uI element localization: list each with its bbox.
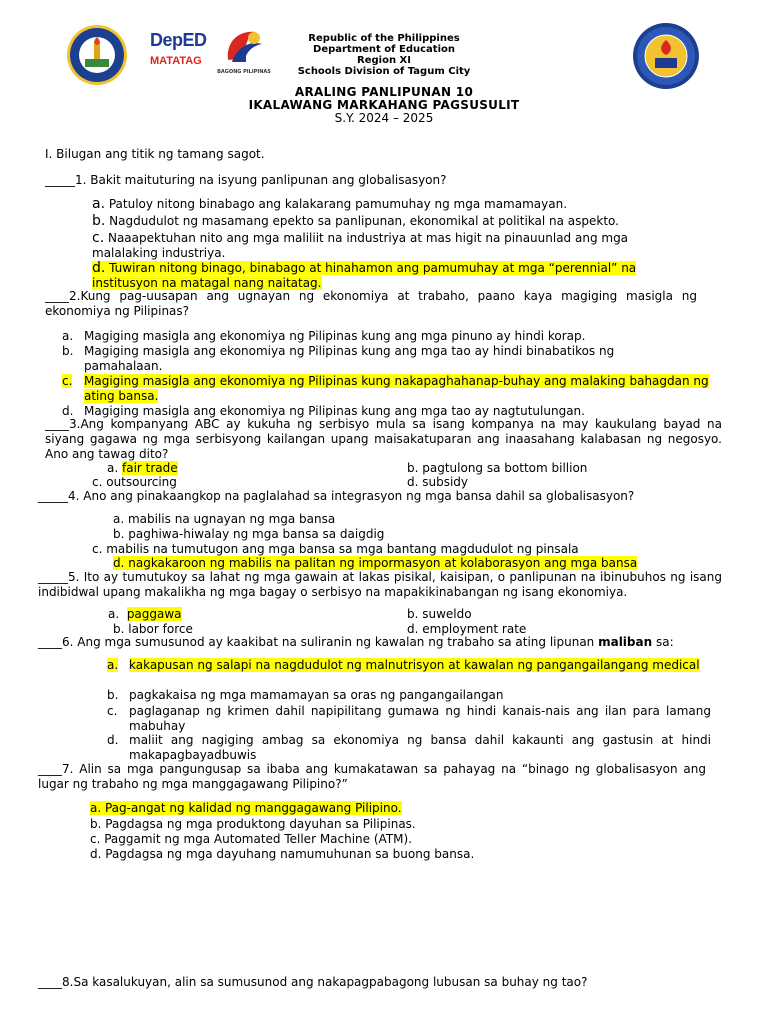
deped-logo-text: DepED [150,30,207,50]
q2-b-letter: b. [62,344,74,358]
q4-option-a: a. mabilis na ugnayan ng mga bansa [113,512,336,526]
q1-d-letter: d. [92,260,106,276]
q1-option-a [92,197,567,211]
q6-a-letter [107,658,118,672]
q8-stem: ____8.Sa kasalukuyan, alin sa sumusunod ang nakapagpabagong lubusan sa buhay ng tao? [38,975,588,989]
q3-option-a [107,461,178,475]
q2-d-letter: d. [62,404,74,418]
q5-a-text: paggawa [126,607,182,621]
q6-stem [38,635,674,649]
q2-c-text: Magiging masigla ang ekonomiya ng Pilipinas kung nakapaghahanap-buhay ang malaking bahagdan ng ating bansa. [84,374,709,403]
school-year: S.Y. 2024 – 2025 [334,111,434,125]
q5-option-a [108,607,182,621]
q2-a-letter: a. [62,329,74,343]
q6-a-letter-mark: a. [107,658,119,672]
q6-b-text: pagkakaisa ng mga mamamayan sa oras ng pangangailangan [129,688,504,702]
q3-a-text: fair trade [122,461,178,475]
q7-option-b: b. Pagdagsa ng mga produktong dayuhan sa Pilipinas. [90,817,416,831]
q3-option-d: d. subsidy [407,475,469,489]
q5-option-d: d. employment rate [407,622,527,636]
q7-option-a-wrap [90,801,402,815]
exam-title: IKALAWANG MARKAHANG PAGSUSULIT [248,98,520,112]
q1-stem: _____1. Bakit maituturing na isyung panlipunan ang globalisasyon? [45,173,447,187]
q6-stem-bold: maliban [598,635,653,649]
school-seal [632,22,700,90]
q4-stem: _____4. Ano ang pinakaangkop na paglalahad sa integrasyon ng mga bansa dahil sa globalisasyon? [38,489,635,503]
q6-d-text: maliit ang nagiging ambag sa ekonomiya ng bansa dahil kakaunti ang gastusin at hindi makapagbayadbuwis [129,733,711,762]
q2-a-text: Magiging masigla ang ekonomiya ng Pilipinas kung ang mga pinuno ay hindi korap. [84,329,586,343]
q4-option-d-wrap [113,556,637,570]
bagong-pilipinas-text: BAGONG PILIPINAS [217,69,271,75]
q7-option-d: d. Pagdagsa ng mga dayuhang namumuhunan sa buong bansa. [90,847,475,861]
q6-c-letter: c. [107,704,118,718]
q2-stem: ____2.Kung pag-uusapan ang ugnayan ng ekonomiya at trabaho, paano kaya magiging masigla ng ekonomiya ng Pilipinas? [45,289,697,318]
q1-b-text: Nagdudulot ng masamang epekto sa panlipunan, ekonomikal at politikal na aspekto. [105,214,619,228]
header-line-region: Region XI [357,55,411,66]
q2-c-letter-mark: c. [62,374,73,388]
q4-option-b: b. paghiwa-hiwalay ng mga bansa sa daigdig [113,527,385,541]
q1-c-text: Naaapektuhan nito ang mga maliliit na industriya at mas higit na pinauunlad ang mga malalaking industriya. [92,231,629,260]
header-line-deped: Department of Education [313,44,455,55]
q1-b-letter: b. [92,213,106,229]
q5-option-c: b. labor force [113,622,193,636]
q5-stem: _____5. Ito ay tumutukoy sa lahat ng mga gawain at lakas pisikal, kaisipan, o panlipunan na ibinubuhos ng isang indibidwal upang makalikha ng mga bagay o serbisyo na mapakikinabangan ng isang ekonomiya. [38,570,722,599]
q1-option-d [92,261,682,291]
header-line-division: Schools Division of Tagum City [297,66,471,77]
matatag-text: MATATAG [150,55,202,67]
q7-stem: ____7. Alin sa mga pangungusap sa ibaba ang kumakatawan sa pahayag na “binago ng globalisasyon ang lugar ng trabaho ng mga manggagawang Pilipino?” [38,762,706,791]
q6-a-text: kakapusan ng salapi na nagdudulot ng malnutrisyon at kawalan ng pangangailangang medical [129,658,700,672]
q6-a-text-wrap [129,658,711,673]
q5-option-b: b. suweldo [407,607,472,621]
q3-stem: ____3.Ang kompanyang ABC ay kukuha ng serbisyo mula sa isang kompanya na may kaukulang bayad na siyang gagawa ng mga serbisyong kailangan upang maisakatuparan ang inaasahang kalabasan ng negosyo. Ano ang tawag dito? [45,417,722,461]
q1-option-c [92,231,682,261]
header-line-republic: Republic of the Philippines [308,33,460,44]
q2-d-text: Magiging masigla ang ekonomiya ng Pilipinas kung ang mga tao ay nagtutulungan. [84,404,585,418]
q2-b-text: Magiging masigla ang ekonomiya ng Pilipinas kung ang mga tao ay hindi binabatikos ng pamahalaan. [84,344,615,373]
q7-option-c: c. Paggamit ng mga Automated Teller Machine (ATM). [90,832,413,846]
q1-a-text: Patuloy nitong binabago ang kalakarang pamumuhay ng mga mamamayan. [105,197,568,211]
q3-option-b: b. pagtulong sa bottom billion [407,461,588,475]
q3-option-c: c. outsourcing [92,475,177,489]
q6-stem-pre: ____6. Ang mga sumusunod ay kaakibat na suliranin ng kawalan ng trabaho sa ating lipunan [38,635,599,649]
q6-d-letter: d. [107,733,119,747]
q6-c-text: paglaganap ng krimen dahil napipilitang gumawa ng hindi kanais-nais ang ilan para lamang mabuhay [129,704,711,733]
q4-option-c: c. mabilis na tumutugon ang mga bansa sa mga bantang magdudulot ng pinsala [92,542,579,556]
q1-d-text: Tuwiran nitong binago, binabago at hinahamon ang pamumuhay at mga “perennial” na institusyon na matagal nang naitatag. [92,261,637,290]
q2-c-letter [62,374,72,388]
q7-option-a: a. Pag-angat ng kalidad ng manggagawang Pilipino. [90,801,402,815]
q3-a-letter: a. [107,461,119,475]
q6-stem-post: sa: [652,635,674,649]
q1-a-letter: a. [92,196,106,212]
instruction: I. Bilugan ang titik ng tamang sagot. [45,147,265,161]
q1-c-letter: c. [92,230,105,246]
q4-option-d: d. nagkakaroon ng mabilis na palitan ng impormasyon at kolaborasyon ang mga bansa [113,556,638,570]
subject-title: ARALING PANLIPUNAN 10 [294,85,474,99]
q2-c-text-wrap [84,374,724,404]
q1-option-b [92,214,619,228]
q6-b-letter: b. [107,688,119,702]
q5-a-letter: a. [108,607,120,621]
